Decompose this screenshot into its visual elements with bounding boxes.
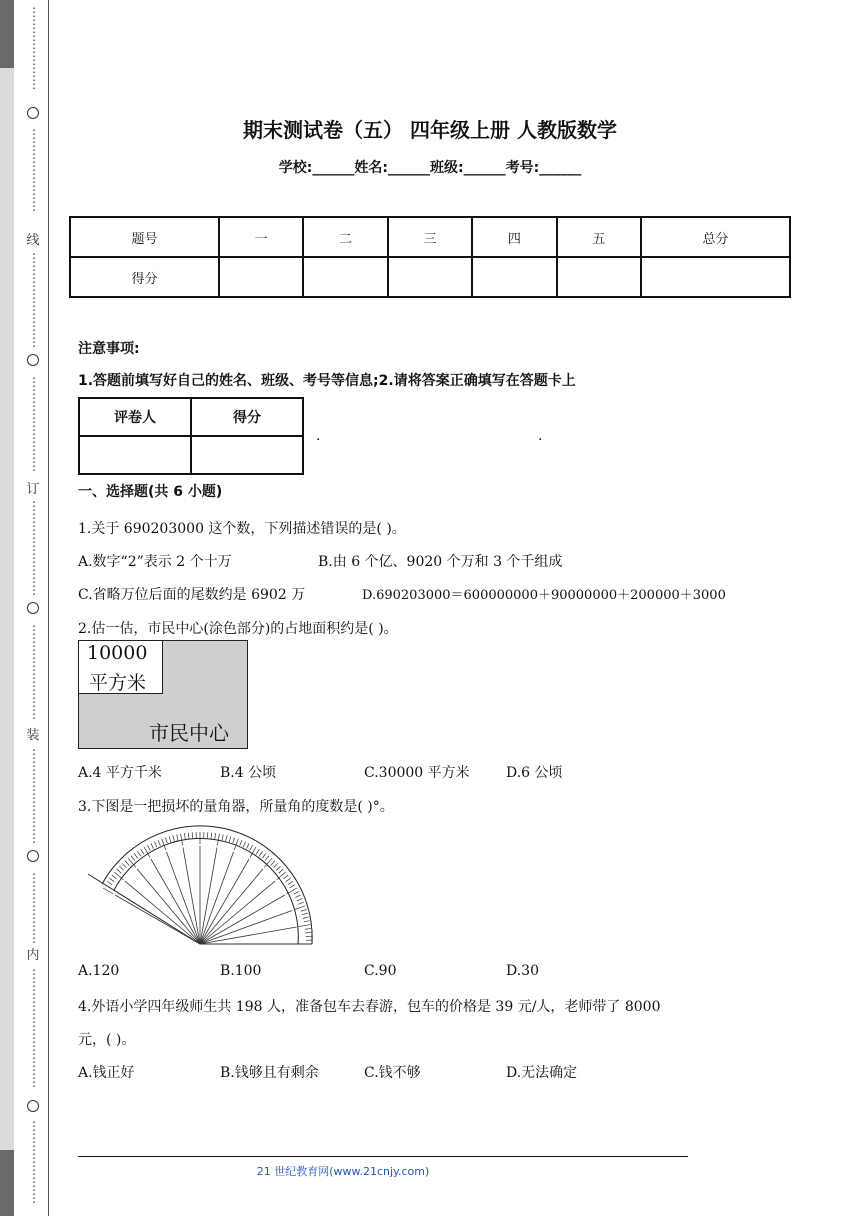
gutter-dots: ⋮ ⋮ ⋮ ⋮ ⋮ ⋮ <box>28 871 40 945</box>
protractor-tick <box>105 885 110 888</box>
gutter-char-nei: 内 <box>26 948 40 963</box>
protractor-tick <box>109 878 114 882</box>
question-1-option-a[interactable]: A.数字“2”表示 2 个十万 <box>78 554 232 570</box>
protractor-tick <box>259 851 262 856</box>
protractor-tick <box>305 932 311 933</box>
protractor-tick <box>256 849 259 854</box>
question-3-option-d[interactable]: D.30 <box>506 963 539 979</box>
gutter-char-zhuang: 装 <box>26 728 40 743</box>
protractor-ray <box>137 869 200 944</box>
protractor-tick <box>169 836 171 842</box>
score-cell[interactable] <box>303 257 387 297</box>
question-3-option-c[interactable]: C.90 <box>364 963 397 979</box>
protractor-tick <box>279 869 283 873</box>
protractor-tick <box>211 833 212 839</box>
dot-mark: . <box>538 428 543 444</box>
question-2-stem: 2.估一估，市民中心(涂色部分)的占地面积约是( )。 <box>78 621 398 637</box>
question-2-option-c[interactable]: C.30000 平方米 <box>364 765 470 781</box>
protractor-tick <box>304 921 310 922</box>
gutter-circle <box>27 1100 39 1112</box>
score-table-header-row <box>70 217 790 257</box>
protractor-tick <box>305 928 311 929</box>
protractor-tick <box>141 849 144 854</box>
question-1-option-b[interactable]: B.由 6 个亿、9020 个万和 3 个千组成 <box>318 554 563 570</box>
question-4-option-b[interactable]: B.钱够且有剩余 <box>220 1065 319 1081</box>
gutter-circle <box>27 850 39 862</box>
notice-heading: 注意事项: <box>78 341 140 357</box>
protractor-tick <box>295 895 300 898</box>
question-4-stem-line2: 元，( )。 <box>78 1032 136 1048</box>
score-cell[interactable] <box>472 257 556 297</box>
protractor-tick <box>298 925 310 927</box>
question-3-option-a[interactable]: A.120 <box>78 963 120 979</box>
gutter-char-xian: 线 <box>26 233 40 248</box>
footer-rule <box>78 1156 688 1157</box>
protractor-tick <box>131 856 135 861</box>
score-cell[interactable] <box>388 257 472 297</box>
protractor-tick <box>188 833 189 839</box>
protractor-tick <box>114 872 123 880</box>
protractor-tick <box>162 839 166 850</box>
protractor-tick <box>294 906 305 910</box>
protractor-ticks <box>103 832 312 944</box>
gutter-circle <box>27 602 39 614</box>
gutter-dots: ⋮ ⋮ ⋮ ⋮ ⋮ ⋮ ⋮ ⋮ <box>28 251 40 349</box>
protractor-tick <box>147 845 150 850</box>
gutter-dots: ⋮ ⋮ ⋮ ⋮ ⋮ ⋮ ⋮ ⋮ <box>28 623 40 721</box>
question-1-option-c[interactable]: C.省略万位后面的尾数约是 6902 万 <box>78 587 306 603</box>
dot-mark: . <box>316 428 321 444</box>
question-2-option-d[interactable]: D.6 公顷 <box>506 765 563 781</box>
protractor-tick <box>158 840 160 846</box>
grader-cell[interactable] <box>191 436 303 474</box>
score-header-cell: 四 <box>472 217 556 257</box>
score-header-cell: 一 <box>219 217 303 257</box>
protractor-tick <box>222 834 223 840</box>
protractor-ray <box>115 895 200 944</box>
section-heading: 一、选择题(共 6 小题) <box>78 484 223 500</box>
question-4-option-d[interactable]: D.无法确定 <box>506 1065 578 1081</box>
protractor-rays <box>115 846 298 944</box>
question-4-stem-line1: 4.外语小学四年级师生共 198 人，准备包车去春游，包车的价格是 39 元/人，老师带了 8000 <box>78 999 661 1015</box>
grader-table <box>78 397 304 475</box>
gutter-dots: ⋮ ⋮ ⋮ ⋮ ⋮ ⋮ ⋮ ⋮ <box>28 375 40 473</box>
protractor-tick <box>240 840 242 846</box>
gutter-dots: ⋮ ⋮ ⋮ ⋮ ⋮ ⋮ ⋮ <box>28 1119 40 1205</box>
protractor-tick <box>290 885 295 888</box>
protractor-tick <box>284 875 289 879</box>
protractor-tick <box>243 842 245 847</box>
footer-source[interactable]: 21 世纪教育网(www.21cnjy.com) <box>256 1165 430 1178</box>
gutter-vertical-line <box>48 0 49 1216</box>
protractor-tick <box>286 878 291 882</box>
grader-header-cell: 得分 <box>191 398 303 436</box>
score-header-cell: 总分 <box>641 217 790 257</box>
unit-square <box>79 641 163 694</box>
gutter-dots: ⋮ ⋮ ⋮ ⋮ ⋮ ⋮ ⋮ <box>28 5 40 91</box>
question-1-option-d[interactable]: D.690203000＝600000000＋90000000＋200000＋3000 <box>362 588 726 603</box>
protractor-tick <box>274 863 278 867</box>
protractor-tick <box>277 872 286 880</box>
binding-gutter <box>0 0 50 1216</box>
score-cell[interactable] <box>641 257 790 297</box>
question-4-option-a[interactable]: A.钱正好 <box>78 1065 135 1081</box>
score-table <box>69 216 791 298</box>
measured-angle-ray <box>88 874 200 944</box>
protractor-tick <box>134 853 138 858</box>
protractor-tick <box>122 863 126 867</box>
score-cell[interactable] <box>557 257 641 297</box>
protractor-tick <box>215 833 216 839</box>
score-header-cell: 五 <box>557 217 641 257</box>
protractor-tick <box>301 909 307 911</box>
unit-square-value: 10000 <box>87 642 148 664</box>
unit-square-unit: 平方米 <box>89 672 147 694</box>
gutter-char-ding: 订 <box>26 482 40 497</box>
protractor-tick <box>276 866 280 870</box>
protractor-tick <box>173 835 174 841</box>
protractor-tick <box>298 902 304 904</box>
score-cell[interactable] <box>219 257 303 297</box>
question-3-stem: 3.下图是一把损坏的量角器，所量角的度数是( )°。 <box>78 799 394 815</box>
protractor-tick <box>229 836 231 842</box>
protractor-tick <box>303 917 309 918</box>
question-2-option-b[interactable]: B.4 公顷 <box>220 765 277 781</box>
score-header-cell: 题号 <box>70 217 219 257</box>
protractor-tick <box>112 875 117 879</box>
gutter-circle <box>27 354 39 366</box>
gutter-dots: ⋮ ⋮ ⋮ ⋮ ⋮ ⋮ ⋮ <box>28 127 40 213</box>
protractor-tick <box>294 891 299 894</box>
protractor-tick <box>137 851 140 856</box>
score-table-score-row <box>70 257 790 297</box>
question-4-option-c[interactable]: C.钱不够 <box>364 1065 421 1081</box>
score-header-cell: 二 <box>303 217 387 257</box>
protractor-tick <box>165 837 167 843</box>
civic-center-label: 市民中心 <box>149 721 229 745</box>
protractor-tick <box>271 861 275 865</box>
gutter-edge-strip <box>0 0 14 1216</box>
protractor-tick <box>119 866 123 870</box>
protractor-tick <box>250 845 253 850</box>
protractor-tick <box>233 837 235 843</box>
protractor-tick <box>184 833 185 839</box>
page-title: 期末测试卷（五） 四年级上册 人教版数学 <box>243 118 617 142</box>
question-1-stem: 1.关于 690203000 这个数，下列描述错误的是( )。 <box>78 521 406 537</box>
protractor-tick <box>177 834 178 840</box>
gutter-dots: ⋮ ⋮ ⋮ ⋮ ⋮ ⋮ ⋮ ⋮ ⋮ ⋮ <box>28 967 40 1089</box>
protractor-tick <box>265 856 269 861</box>
grader-cell[interactable] <box>79 436 191 474</box>
grader-header-cell: 评卷人 <box>79 398 191 436</box>
protractor-tick <box>302 913 308 915</box>
notice-text: 1.答题前填写好自己的姓名、班级、考号等信息;2.请将答案正确填写在答题卡上 <box>78 373 576 389</box>
protractor-tick <box>246 843 249 848</box>
protractor-tick <box>297 898 302 900</box>
score-header-cell: 三 <box>388 217 472 257</box>
protractor-tick <box>288 881 293 884</box>
protractor-tick <box>151 843 154 848</box>
question-3-option-b[interactable]: B.100 <box>220 963 262 979</box>
score-row-label: 得分 <box>70 257 219 297</box>
civic-center-figure <box>78 640 248 749</box>
gutter-dots: ⋮ ⋮ ⋮ ⋮ ⋮ ⋮ ⋮ ⋮ <box>28 747 40 845</box>
question-2-option-a[interactable]: A.4 平方千米 <box>78 765 162 781</box>
protractor-tick <box>154 842 156 847</box>
protractor-tick <box>125 861 129 865</box>
protractor-tick <box>107 881 112 884</box>
protractor-tick <box>226 835 227 841</box>
broken-protractor-figure <box>80 818 320 948</box>
student-info-line: 学校:______姓名:______班级:______考号:______ <box>278 160 582 176</box>
gutter-dots: ⋮ ⋮ ⋮ ⋮ ⋮ ⋮ ⋮ ⋮ <box>28 499 40 597</box>
protractor-outer-arc <box>102 826 312 944</box>
protractor-tick <box>117 869 121 873</box>
protractor-tick <box>262 853 266 858</box>
